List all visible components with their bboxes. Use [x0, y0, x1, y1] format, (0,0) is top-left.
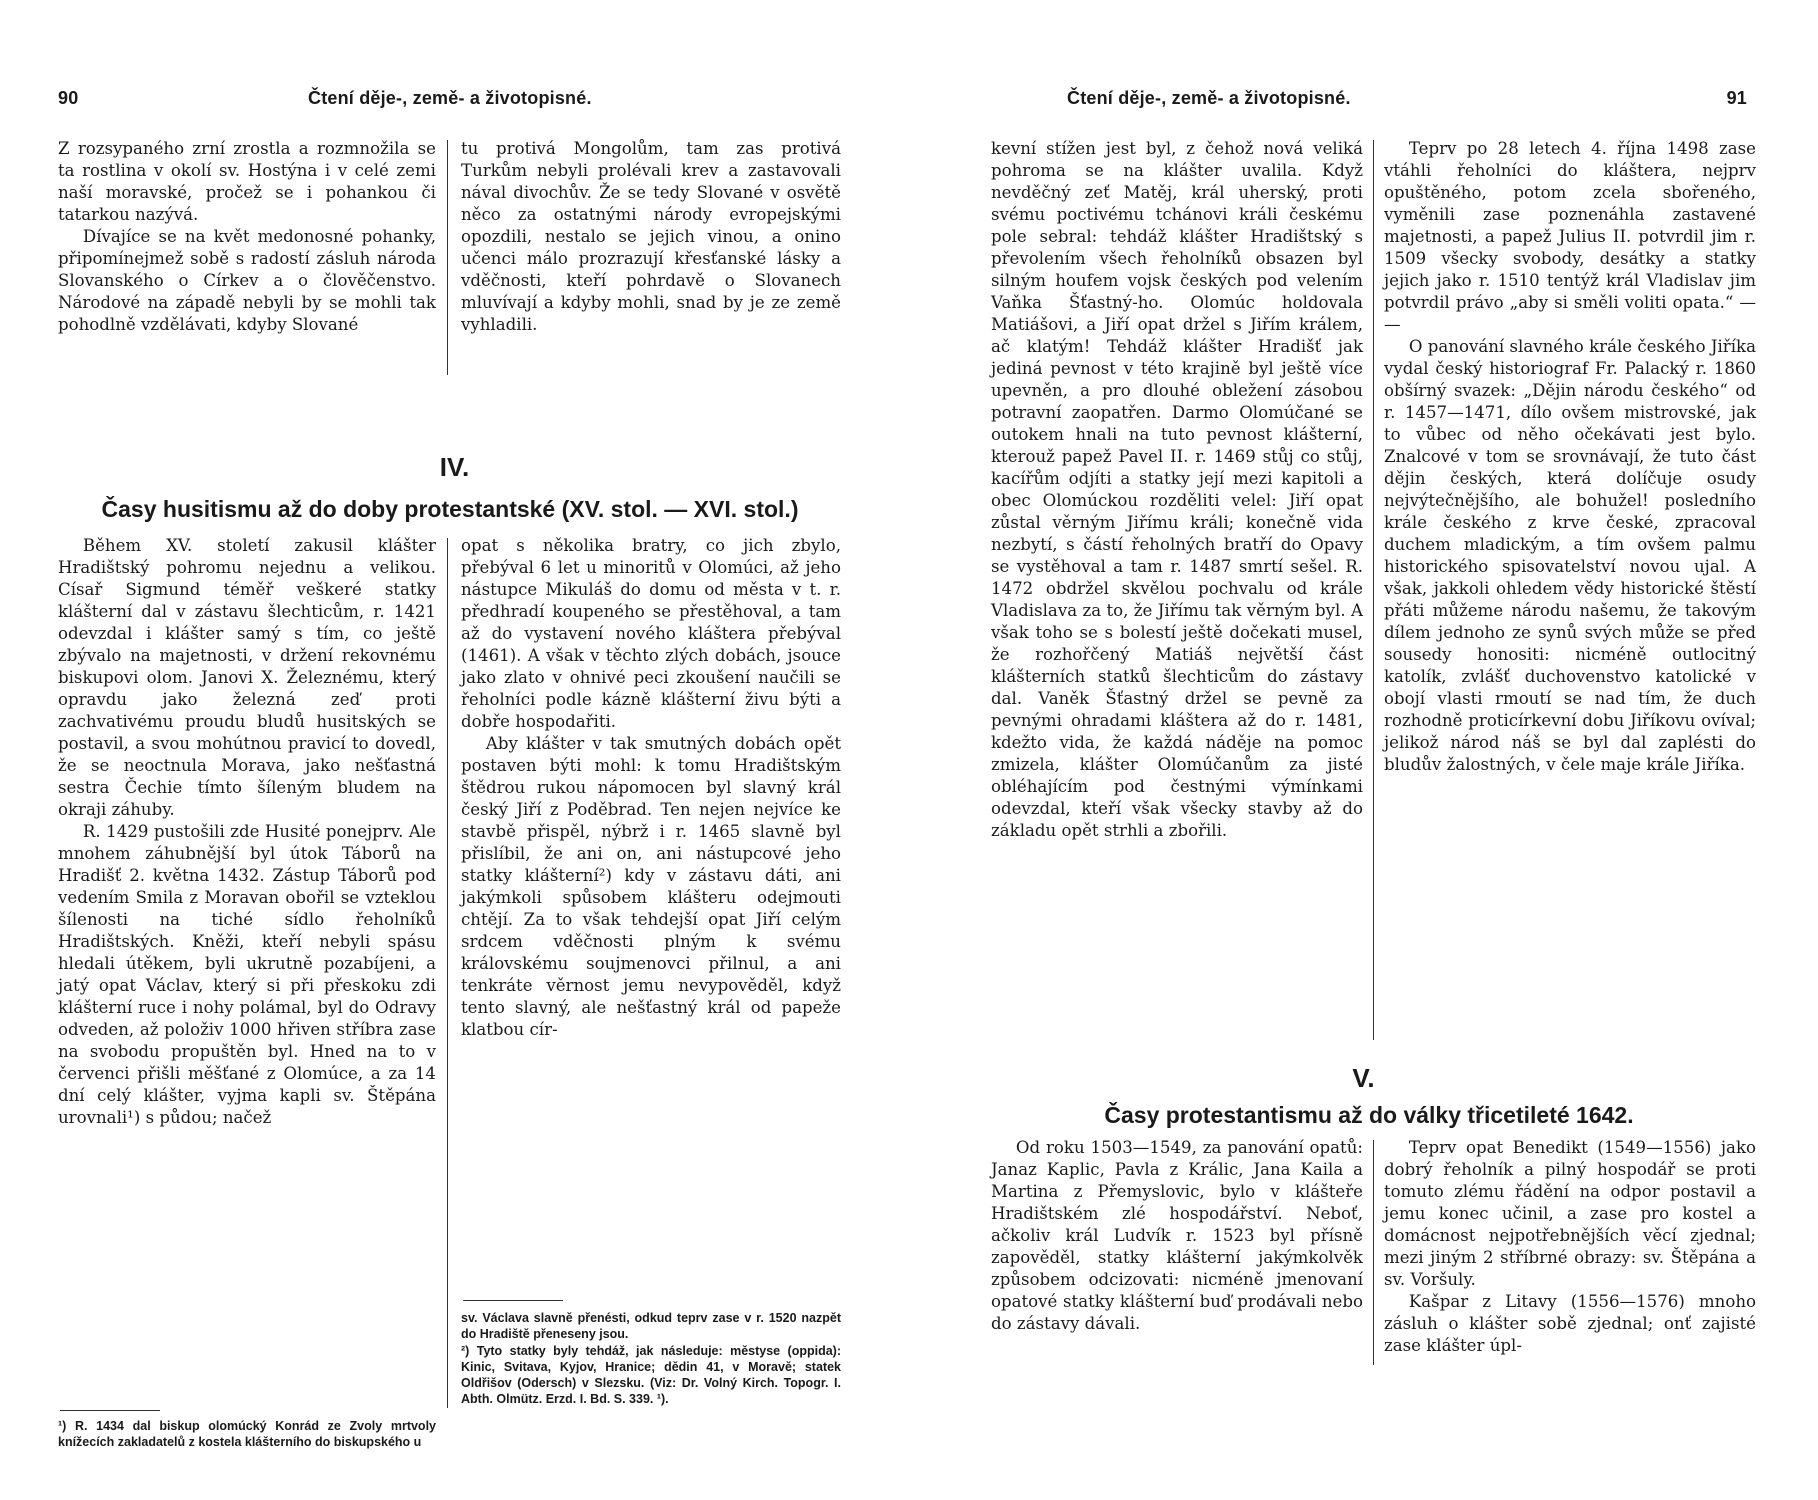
right-column-1: [991, 138, 1363, 842]
left-column-1: [58, 535, 436, 1129]
paragraph: Teprv po 28 letech 4. října 1498 zase vtáhli řeholníci do kláštera, nejprv opuštěného, potom zcela sbořeného, vyměnili zase poznenáhla zastavené majetnosti, a papež Julius II. potvrdil jim r. 1509 všecky svobody, desátky a statky jejich jako r. 1510 tentýž král Vladislav jim potvrdil právo „aby si směli voliti opata.“ — —: [1384, 139, 1756, 334]
footnote: sv. Václava slavně přenésti, odkud teprv zase v r. 1520 nazpět do Hradiště přeneseny jsou.: [461, 1311, 841, 1341]
footnote-rule: [463, 1300, 563, 1301]
paragraph: Během XV. století zakusil klášter Hradištský pohromu nejednu a velikou. Císař Sigmund téměř veškeré statky klášterní dal v zástavu šlechticům, r. 1421 odevzdal i klášter samý s tím, co ještě zbývalo na majetnosti, v držení rekovnému biskupovi olom. Janovi X. Železnému, který opravdu jako železná zeď proti zachvativému proudu bludů husitských se postavil, a svou mohútnou pravicí to dovedl, že se neoctnula Morava, jako nešťastná sestra Čechie tímto šíleným bludem na okraji záhuby.: [58, 536, 436, 819]
section-title-v: Časy protestantismu až do války třicetileté 1642.: [1104, 1102, 1634, 1128]
section-number-v: V.: [1352, 1063, 1375, 1093]
column-divider: [1373, 140, 1374, 1040]
column-divider: [447, 140, 448, 375]
page-number-left: 90: [58, 88, 79, 108]
right-section-column-2: [1384, 1137, 1756, 1357]
paragraph: Aby klášter v tak smutných dobách opět postaven býti mohl: k tomu Hradištským štědrou rukou nápomocen byl slavný král český Jiří z Poděbrad. Ten nejen nejvíce ke stavbě přispěl, nýbrž i r. 1465 slavně byl přislíbil, že ani on, ani nástupcové jeho statky klášterní²) kdy v zástavu dáti, ani jakýmkoli spůsobem klášteru odejmouti chtějí. Za to však tehdejší opat Jiří celým srdcem vděčnosti plným k svému královskému soujmenovci přilnul, a ani tenkráte věrnost jemu nevypověděl, když tento slavný, ale nešťastný král od papeže klatbou cír-: [461, 734, 841, 1039]
left-top-column-1: [58, 138, 436, 336]
paragraph: tu protivá Mongolům, tam zas protivá Turkům nebyli prolévali krev a zastavovali nával divochův. Že se tedy Slované v osvětě něco za ostatnými národy evropejskými opozdili, nestalo se jejich vinou, a onino učenci málo prozrazují křesťanské lásky a vděčnosti, kteří pohrdavě o Slovanech mluvívají a kdyby mohli, snad by je ze země vyhladili.: [461, 139, 841, 334]
running-title-left: Čtení děje-, země- a životopisné.: [308, 88, 592, 108]
paragraph: opat s několika bratry, co jich zbylo, přebýval 6 let u minoritů v Olomúci, až jeho nástupce Mikuláš do domu od města v t. r. předhradí koupeného se přestěhoval, a tam až do vystavení nového kláštera přebýval (1461). A však v těchto zlých dobách, jsouce jako zlato v ohnivé peci zkoušení naučili se řeholníci podle kázně klášterní živu býti a dobře hospodařiti.: [461, 536, 841, 731]
right-column-2: [1384, 138, 1756, 776]
section-number-iv: IV.: [439, 452, 470, 482]
left-column-2: [461, 535, 841, 1041]
footnote: ¹) R. 1434 dal biskup olomúcký Konrád ze Zvoly mrtvoly knížecích zakladatelů z kostela klášterního do biskupského u: [58, 1419, 436, 1449]
column-divider: [1373, 1140, 1374, 1365]
paragraph: O panování slavného krále českého Jiříka vydal český historiograf Fr. Palacký r. 1860 obšírný svazek: „Dějin národu českého“ od r. 1457—1471, dílo ovšem mistrovské, jak to vůbec od něho očekávati jest bylo. Znalcové v tom se srovnávají, že tuto část dějin českých, která dolíčuje osudy nejvýtečnějšího, ale bohužel! posledního krále českého z krve české, zpracoval duchem mladickým, a tím ovšem palmu historického spisovatelství novou ujal. A však, jakkoli ohledem vědy historické štěstí přáti můžeme národu našemu, že takovým dílem jednoho ze synů svých může se před sousedy honositi: nicméně outlocitný katolík, zvlášť duchovenstvo katolické v obojí vlasti rmoutí se nad tím, že duch rozhodně proticírkevní dobu Jiříkovu ovíval; jelikož národ náš se byl dal zaplésti do bludův žalostných, v čele maje krále Jiříka.: [1384, 337, 1756, 774]
footnote-rule: [60, 1410, 160, 1411]
paragraph: Teprv opat Benedikt (1549—1556) jako dobrý řeholník a pilný hospodář se proti tomuto zlému řádění na odpor postavil a jemu konec učinil, a zase pro kostel a domácnost nejpotřebnějších věcí zjednal; mezi jiným 2 stříbrné obrazy: sv. Štěpána a sv. Voršuly.: [1384, 1138, 1756, 1289]
paragraph: Od roku 1503—1549, za panování opatů: Janaz Kaplic, Pavla z Králic, Jana Kaila a Martina z Přemyslovic, bylo v klášteře Hradištském zlé hospodářství. Neboť, ačkoliv král Ludvík r. 1523 byl přísně zapověděl, statky klášterní jakýmkolvěk způsobem odcizovati: nicméně jmenovaní opatové statky klášterní buď prodávali nebo do zástavy dávali.: [991, 1138, 1363, 1333]
footnotes-column-2: [461, 1310, 841, 1408]
paragraph: Z rozsypaného zrní zrostla a rozmnožila se ta rostlina v okolí sv. Hostýna i v celé zemi naší moravské, pročež se i pohankou či tatarkou nazývá.: [58, 139, 436, 224]
right-page: [909, 0, 1818, 1500]
paragraph: R. 1429 pustošili zde Husité ponejprv. Ale mnohem záhubnější byl útok Táborů na Hradišť 2. května 1432. Zástup Táborů pod vedením Smila z Moravan obořil se vzteklou šílenosti na tiché sídlo řeholníků Hradištských. Kněži, kteří nebyli spásu hledali útěkem, byli ukrutně pozabíjeni, a jatý opat Václav, který si při přeskoku zdi klášterní ruce i nohy polámal, byl do Odravy odveden, až položiv 1000 hřiven stříbra zase na svobodu propuštěn byl. Hned na to v červenci přišli měšťané z Olomúce, a za 14 dní celý klášter, vyjma kapli sv. Štěpána urovnali¹) s půdou; načež: [58, 822, 436, 1127]
column-divider: [447, 538, 448, 1408]
running-title-right: Čtení děje-, země- a životopisné.: [1067, 88, 1351, 108]
running-head-right: [967, 88, 1747, 122]
right-section-column-1: [991, 1137, 1363, 1335]
section-title-iv: Časy husitismu až do doby protestantské (XV. stol. — XVI. stol.): [101, 496, 799, 522]
footnotes-column-1: [58, 1418, 436, 1451]
running-head-left: [58, 88, 848, 122]
paragraph: Kašpar z Litavy (1556—1576) mnoho zásluh o klášter sobě zjednal; onť zajisté zase klášter úpl-: [1384, 1292, 1756, 1355]
page-number-right: 91: [1726, 88, 1747, 108]
paragraph: Dívajíce se na květ medonosné pohanky, připomínejmež sobě s radostí zásluh národa Slovanského o Církev a o člověčenstvo. Národové na západě nebyli by se mohli tak pohodlně vzdělávati, kdyby Slované: [58, 227, 436, 334]
paragraph: kevní stížen jest byl, z čehož nová veliká pohroma se na klášter uvalila. Když nevděčný zeť Matěj, král uherský, proti svému poctivému tchánovi králi českému pole sebral: tehdáž klášter Hradištský s převolením všech řeholníků obsazen byl silným houfem vojsk českých pod velením Vaňka Šťastný-ho. Olomúc holdovala Matiášovi, a Jiří opat držel s Jiřím králem, ač klatým! Tehdáž klášter Hradišť jak jediná pevnost v této krajině byl ještě více upevněn, a pro dlouhé obležení zásobou potravní zaopatřen. Darmo Olomúčané se outokem hnali na tuto pevnost klášterní, kterouž papež Pavel II. r. 1469 stůj co stůj, kacířům odjíti a statky její mezi kapitoli a obec Olomúckou rozděliti velel: Jiří opat zůstal věrným Jiřímu králi; konečně vida nezbytí, s částí řeholných bratří do Opavy se vystěhoval a tam r. 1487 smrtí sešel. R. 1472 obdržel skvělou pochvalu od krále Vladislava za to, že Jiřímu tak věrným byl. A však toho se s bolestí ještě dočekati musel, že rozhořčený Matiáš největší část klášterních statků šlechticům do zástavy dal. Vaněk Šťastný držel se pevně za pevnými ohradami kláštera až do r. 1481, kdežto vida, že každá náděje na pomoc zmizela, klášter Olomúčanům za jisté obléhajícím pod čestnými výmínkami odevzdal, kteří však všecky stavby až do základu opět strhli a zbořili.: [991, 139, 1363, 840]
left-top-column-2: [461, 138, 841, 336]
footnote: ²) Tyto statky byly tehdáž, jak následuje: městyse (oppida): Kinic, Svitava, Kyjov, Hranice; dědin 41, v Moravě; statek Oldřišov (Odersch) v Slezsku. (Viz: Dr. Volný Kirch. Topogr. I. Abth. Olmütz. Erzd. I. Bd. S. 339. ¹).: [461, 1344, 841, 1406]
